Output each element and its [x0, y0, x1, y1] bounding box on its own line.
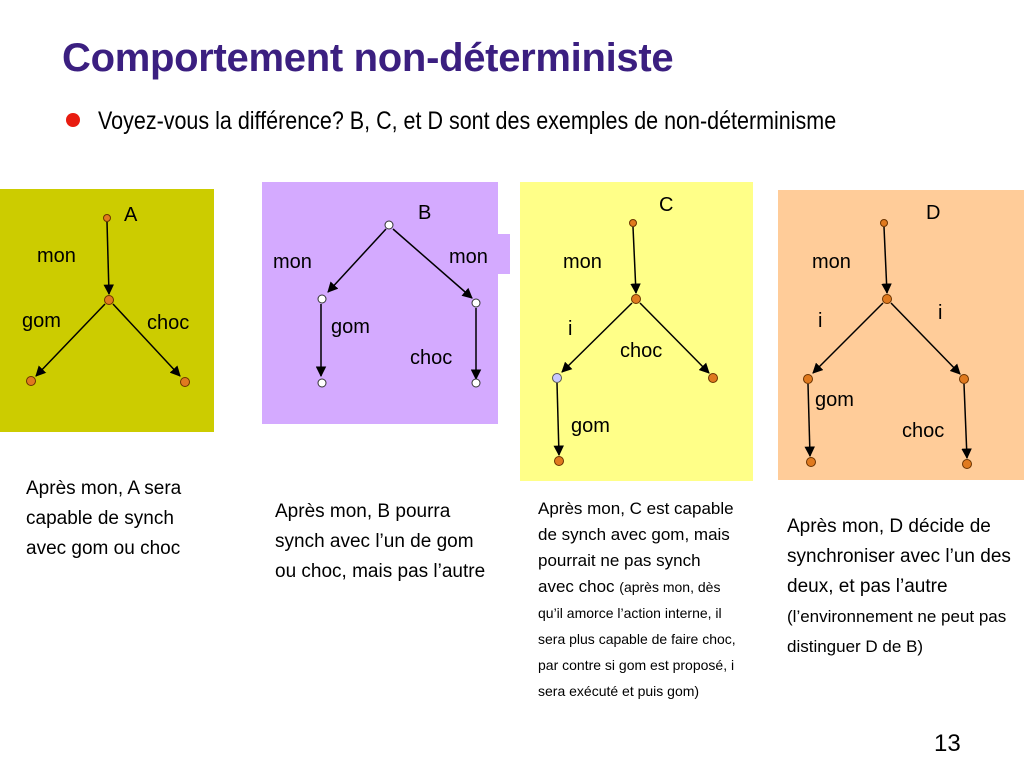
label-d-mon: mon — [812, 251, 851, 273]
node-c-mid — [632, 295, 641, 304]
caption-c-note: (après mon, dès qu’il amorce l’action interne, il sera plus capable de faire choc, par contre si gom est proposé, i sera exécuté et puis gom) — [538, 579, 736, 699]
caption-a: Après mon, A sera capable de synch avec gom ou choc — [26, 478, 182, 559]
caption-d — [787, 512, 1012, 662]
caption-b: Après mon, B pourra synch avec l’un de gom ou choc, mais pas l’autre — [275, 501, 486, 582]
node-a-choc — [181, 378, 190, 387]
edge-a-mon — [107, 222, 109, 294]
diagram-a — [22, 204, 190, 387]
edge-d-i-left — [813, 303, 883, 373]
label-d-choc: choc — [902, 420, 945, 442]
node-d-gom — [807, 458, 816, 467]
node-c-internal — [553, 374, 562, 383]
node-d-start — [881, 220, 888, 227]
edge-d-gom — [808, 384, 810, 456]
label-b-choc: choc — [410, 347, 453, 369]
node-d-mid — [883, 295, 892, 304]
node-d-left — [804, 375, 813, 384]
node-d-right — [960, 375, 969, 384]
label-d: D — [926, 202, 941, 224]
diagram-b — [273, 202, 488, 387]
label-c-choc: choc — [620, 340, 663, 362]
diagram-d — [804, 202, 972, 469]
bullet-text: Voyez-vous la différence? B, C, et D sont des exemples de non-déterminisme — [98, 107, 837, 135]
label-c-mon: mon — [563, 251, 602, 273]
label-c: C — [659, 194, 674, 216]
edge-d-choc — [964, 384, 967, 458]
node-d-choc — [963, 460, 972, 469]
label-d-i-right: i — [938, 302, 943, 324]
label-b-mon-right: mon — [449, 246, 488, 268]
label-a-gom: gom — [22, 310, 61, 332]
label-b-gom: gom — [331, 316, 370, 338]
edge-d-mon — [884, 227, 887, 293]
label-c-i: i — [568, 318, 573, 340]
node-a-start — [104, 215, 111, 222]
label-a: A — [124, 204, 138, 226]
label-b-mon-left: mon — [273, 251, 312, 273]
edge-c-mon — [633, 227, 636, 293]
page-number: 13 — [934, 730, 961, 757]
caption-d-note: (l’environnement ne peut pas distinguer D de B) — [787, 607, 1007, 656]
slide-title: Comportement non-déterministe — [62, 36, 674, 80]
edge-b-mon-left — [328, 229, 386, 292]
label-d-i-left: i — [818, 310, 823, 332]
caption-c — [538, 496, 738, 704]
edge-d-i-right — [891, 303, 960, 374]
node-c-choc — [709, 374, 718, 383]
node-b-choc — [472, 379, 480, 387]
label-d-gom: gom — [815, 389, 854, 411]
label-a-mon: mon — [37, 245, 76, 267]
node-c-gom — [555, 457, 564, 466]
node-b-right — [472, 299, 480, 307]
node-b-start — [385, 221, 393, 229]
node-a-gom — [27, 377, 36, 386]
node-a-mid — [105, 296, 114, 305]
caption-c-main: Après mon, C est capable de synch avec gom, mais pourrait ne pas synch avec choc — [538, 499, 734, 596]
node-c-start — [630, 220, 637, 227]
edge-c-gom — [557, 383, 559, 455]
label-c-gom: gom — [571, 415, 610, 437]
caption-d-main: Après mon, D décide de synchroniser avec l’un des deux, et pas l’autre — [787, 516, 1011, 597]
node-b-gom — [318, 379, 326, 387]
label-b: B — [418, 202, 432, 224]
label-a-choc: choc — [147, 312, 190, 334]
node-b-left — [318, 295, 326, 303]
diagram-c — [553, 194, 718, 466]
edge-c-choc — [640, 303, 709, 373]
